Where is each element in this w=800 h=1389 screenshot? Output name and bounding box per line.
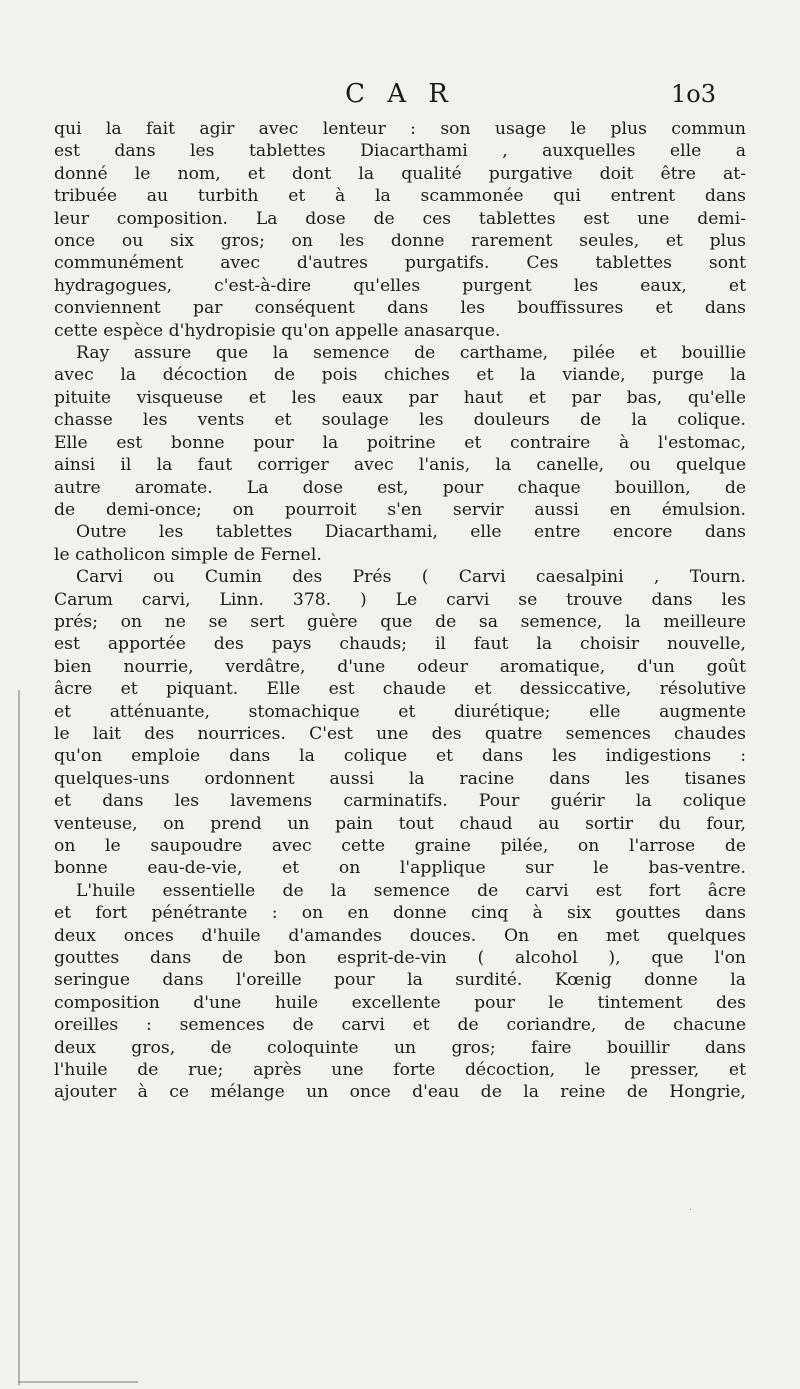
text-line: ajouter à ce mélange un once d'eau de la reine de Hongrie, [54,1082,746,1103]
text-line: on le saupoudre avec cette graine pilée, on l'arrose de [54,836,746,856]
text-line: et atténuante, stomachique et diurétique; elle augmente [54,701,746,722]
text-line: oreilles : semences de carvi et de coriandre, de chacune [54,1015,746,1036]
bottom-binding-rule [18,1381,138,1383]
text-line: de demi-once; on pourroit s'en servir aussi en émulsion. [54,499,746,520]
text-line: l'huile de rue; après une forte décoction, le presser, et [54,1060,746,1081]
text-line: Ray assure que la semence de carthame, pilée et bouillie [76,343,746,364]
text-line: quelques-uns ordonnent aussi la racine dans les tisanes [54,768,746,789]
text-line: once ou six gros; on les donne rarement seules, et plus [54,231,746,252]
text-line: âcre et piquant. Elle est chaude et dessiccative, résolutive [54,679,746,700]
text-line: seringue dans l'oreille pour la surdité. Kœnig donne la [54,970,746,991]
text-line: qu'on emploie dans la colique et dans les indigestions : [54,746,746,767]
text-line: conviennent par conséquent dans les bouffissures et dans [54,298,746,319]
text-line: venteuse, on prend un pain tout chaud au sortir du four, [54,813,746,834]
text-line: chasse les vents et soulage les douleurs de la colique. [54,410,746,431]
text-line: Outre les tablettes Diacarthami, elle entre encore dans [76,522,746,543]
text-line: gouttes dans de bon esprit-de-vin ( alcohol ), que l'on [54,948,746,969]
text-line: prés; on ne se sert guère que de sa semence, la meilleure [54,611,746,632]
text-line: ainsi il la faut corriger avec l'anis, la canelle, ou quelque [54,455,746,476]
left-binding-rule [18,690,20,1385]
text-line: est apportée des pays chauds; il faut la choisir nouvelle, [54,634,746,655]
text-line: le lait des nourrices. C'est une des quatre semences chaudes [54,723,746,744]
text-line: hydragogues, c'est-à-dire qu'elles purgent les eaux, et [54,275,746,296]
page-header [0,74,800,114]
text-line: Carvi ou Cumin des Prés ( Carvi caesalpini , Tourn. [76,567,746,588]
text-line: pituite visqueuse et les eaux par haut et par bas, qu'elle [54,387,746,408]
text-line: qui la fait agir avec lenteur : son usage le plus commun [54,119,746,139]
text-line: deux gros, de coloquinte un gros; faire bouillir dans [54,1037,746,1058]
text-line: Elle est bonne pour la poitrine et contraire à l'estomac, [54,432,746,453]
text-line: composition d'une huile excellente pour le tintement des [54,992,746,1013]
text-line: cette espèce d'hydropisie qu'on appelle anasarque. [54,320,501,341]
page-number: 1o3 [671,80,716,108]
text-line: Carum carvi, Linn. 378. ) Le carvi se trouve dans les [54,589,746,610]
text-line: deux onces d'huile d'amandes douces. On en met quelques [54,925,746,946]
text-line: donné le nom, et dont la qualité purgative doit être at- [54,163,746,184]
text-line: leur composition. La dose de ces tablettes est une demi- [54,208,746,229]
text-line: autre aromate. La dose est, pour chaque bouillon, de [54,477,746,498]
text-line: L'huile essentielle de la semence de carvi est fort âcre [76,880,746,901]
text-line: et fort pénétrante : on en donne cinq à six gouttes dans [54,903,746,924]
text-line: et dans les lavemens carminatifs. Pour guérir la colique [54,791,746,812]
text-line: bien nourrie, verdâtre, d'une odeur aromatique, d'un goût [54,656,746,677]
text-line: avec la décoction de pois chiches et la viande, purge la [54,365,746,386]
text-line: communément avec d'autres purgatifs. Ces tablettes sont [54,253,746,274]
stray-ink-mark: . [688,1202,692,1213]
body-text [54,118,746,1104]
text-line: le catholicon simple de Fernel. [54,544,322,565]
text-line: tribuée au turbith et à la scammonée qui entrent dans [54,186,746,207]
running-head: C A R [345,79,455,109]
text-line: est dans les tablettes Diacarthami , auxquelles elle a [54,141,746,162]
text-line: bonne eau-de-vie, et on l'applique sur le bas-ventre. [54,858,746,879]
